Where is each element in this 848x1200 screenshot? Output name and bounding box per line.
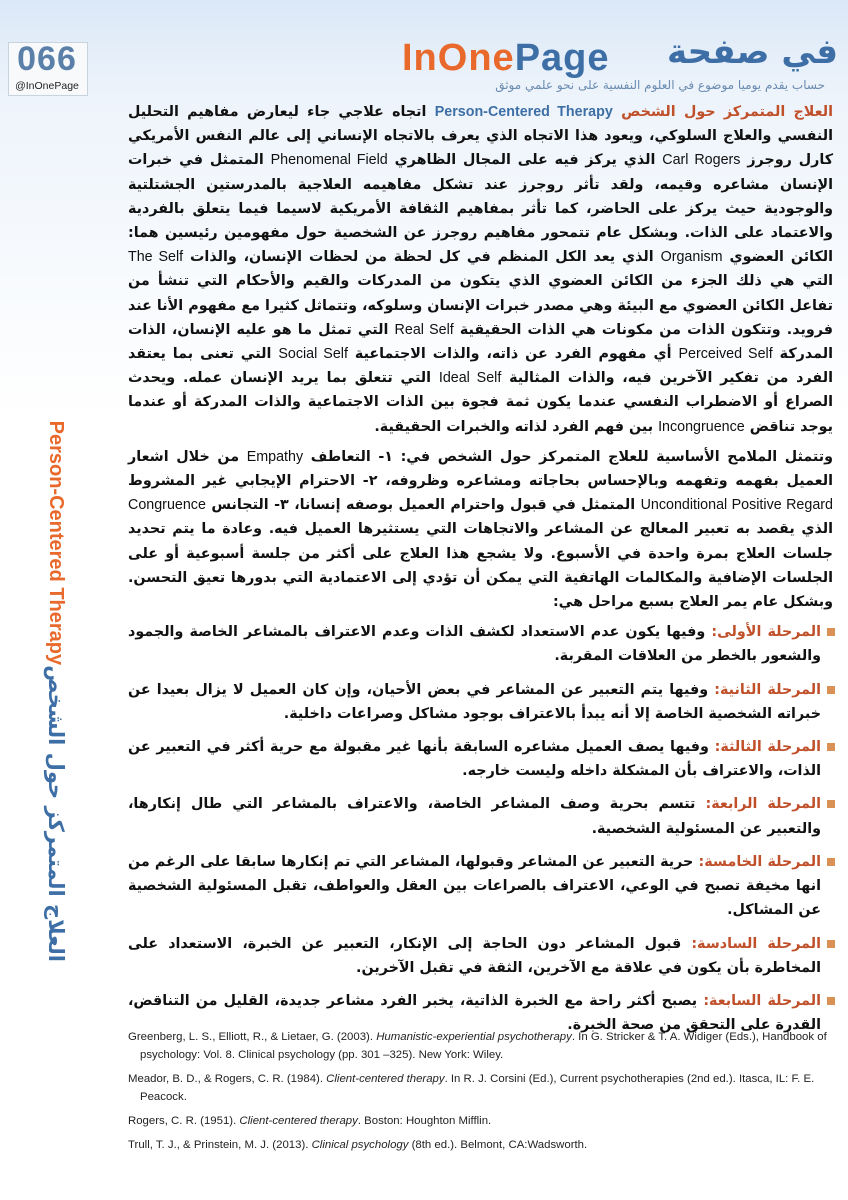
references	[128, 1028, 833, 1160]
intro-text-8: التي تعنى بما يعتقد الفرد من تفكير الآخرين فيه، والذات المثالية	[128, 346, 833, 387]
stage-5	[128, 850, 833, 923]
reference-details: . In R. J. Corsini (Ed.), Current psychotherapies (2nd ed.). Itasca, IL: F. E. Peacock.	[140, 1073, 815, 1103]
intro-text-7: أي مفهوم الفرد عن ذاته، والذات الاجتماعية	[354, 346, 672, 363]
intro-text-3: المتمثل في خبرات الإنسان مشاعره وقيمه، ولقد تأثر روجرز عند تشكل مفاهيمه العلاجية بالمدرستين الجشتلتية والوجودية حيث يركز على الحاضر، كما تأثر بمفاهيم الثقافة الأمريكية لاسيما فيما يتعلق بالفردية والاعتماد على الذات. وبشكل عام تتمحور مفاهيم روجرز عن الشخصية حول مفهومين رئيسين هما: الكائن العضوي	[128, 152, 834, 266]
bullet-marker	[827, 858, 835, 866]
bullet-marker	[827, 940, 835, 948]
stage-text: تتسم بحرية وصف المشاعر الخاصة، والاعتراف بالمشاعر التي طال إنكارها، والتعبير عن المسئولية الشخصية.	[128, 796, 821, 837]
intro-text-4: الذي يعد الكل المنظم في كل لحظة من لحظات الإنسان، والذات	[190, 249, 654, 266]
reference-title: Client-centered therapy	[326, 1073, 445, 1085]
stage-label: المرحلة الثالثة:	[714, 739, 821, 756]
side-title	[36, 112, 76, 962]
logo-part-inone: InOne	[402, 37, 515, 79]
reference-details: . Boston: Houghton Mifflin.	[357, 1115, 492, 1127]
side-title-english: Person-Centered Therapy	[45, 420, 68, 666]
account-handle: @InOnePage	[15, 80, 79, 92]
term-social-self: Social Self	[278, 346, 348, 363]
article-body	[128, 100, 833, 1046]
reference-authors: Greenberg, L. S., Elliott, R., & Lietaer, G. (2003).	[128, 1031, 377, 1043]
logo-part-page: Page	[514, 37, 610, 79]
intro-paragraph	[128, 100, 833, 439]
term-perceived-self: Perceived Self	[678, 346, 773, 363]
reference-item	[128, 1112, 833, 1130]
stage-6	[128, 932, 833, 980]
term-real-self: Real Self	[394, 321, 454, 338]
stage-1	[128, 620, 833, 668]
term-carl-rogers: Carl Rogers	[662, 152, 741, 169]
term-incongruence: Incongruence	[658, 418, 745, 435]
intro-text-10: بين فهم الفرد لذاته والخبرات الحقيقية.	[374, 418, 654, 435]
features-text-2: من خلال اشعار العميل بفهمه وتفهمه وبالإحساس بحاجاته ومشاعره وظروفه، ٢- الاحترام الإيجابي غير المشروط	[128, 448, 833, 490]
intro-text-6: التي تمثل ما هو عليه الإنسان، الذات المدركة	[128, 321, 833, 363]
stage-label: المرحلة الأولى:	[711, 624, 821, 641]
reference-item	[128, 1070, 833, 1106]
features-paragraph	[128, 445, 833, 614]
bullet-marker	[827, 628, 835, 636]
reference-item	[128, 1136, 833, 1154]
bullet-marker	[827, 997, 835, 1005]
article-title-english: Person-Centered Therapy	[434, 104, 613, 120]
reference-authors: Meador, B. D., & Rogers, C. R. (1984).	[128, 1073, 327, 1085]
reference-authors: Rogers, C. R. (1951).	[128, 1115, 240, 1127]
tagline: حساب يقدم يوميا موضوع في العلوم النفسية على نحو علمي موثق	[495, 78, 825, 92]
term-unconditional-positive-regard: Unconditional Positive Regard	[640, 497, 833, 514]
stage-text: يصبح أكثر راحة مع الخبرة الذاتية، يخبر الفرد مشاعر جديدة، القليل من التناقض، القدرة على التحقق من صحة الخبرة.	[128, 992, 821, 1034]
features-text-4: الذي يقصد به تعبير المعالج عن المشاعر والاتجاهات التي يستثيرها العميل فيه. وعادة ما يتم تحديد جلسات العلاج بمرة واحدة في الأسبوع. ولا يشجع هذا العلاج على أكثر من جلسة أسبوعية أو على الجلسات الإضافية والمكالمات الهاتفية التي يمكن أن تؤدي إلى الاعتمادية التي بدورها تعيق التحسن. وبشكل عام يمر العلاج بسبع مراحل هي:	[128, 521, 833, 611]
article-title-arabic: العلاج المتمركز حول الشخص	[621, 104, 834, 120]
reference-title: Humanistic-experiential psychotherapy	[376, 1031, 572, 1043]
stage-label: المرحلة الرابعة:	[705, 796, 821, 813]
intro-text-9: التي تتعلق بما يريد الإنسان عمله. ويحدث الصراع أو الاضطراب النفسي عندما يكون ثمة فجوة بين الذات الاجتماعية والذات المدركة أو عندما يوجد تناقض	[128, 370, 833, 435]
stage-4	[128, 792, 833, 840]
intro-text-2: الذي يركز فيه على المجال الظاهري	[394, 152, 656, 169]
reference-title: Clinical psychology	[311, 1139, 409, 1151]
stage-text: وفيها يصف العميل مشاعره السابقة بأنها غير مقبولة مع حرية أكثر في التعبير عن الذات، والاعتراف بأن المشكلة داخله وليست خارجه.	[128, 739, 821, 780]
stage-text: قبول المشاعر دون الحاجة إلى الإنكار، التعبير عن الخبرة، الاستعداد على المخاطرة بأن يكون في علاقة مع الآخرين، الثقة في تقبل الآخرين.	[128, 935, 821, 976]
reference-item	[128, 1028, 833, 1064]
term-the-self: The Self	[128, 249, 184, 266]
stage-label: المرحلة الثانية:	[714, 681, 821, 698]
reference-authors: Trull, T. J., & Prinstein, M. J. (2013).	[128, 1139, 312, 1151]
inonepage-logo	[402, 38, 610, 78]
stage-text: وفيها يتم التعبير عن المشاعر في بعض الأحيان، وإن كان العميل لا يزال بعيدا عن خبراته الشخصية الخاصة إلا أنه يبدأ بالاعتراف بوجود مشاكل وصراعات داخلية.	[128, 681, 821, 722]
features-text-3: المتمثل في قبول واحترام العميل بوصفه إنسانا، ٣- التجانس	[211, 497, 636, 514]
term-organism: Organism	[660, 249, 723, 266]
term-congruence: Congruence	[128, 497, 206, 514]
stage-2	[128, 678, 833, 726]
stage-label: المرحلة السابعة:	[703, 992, 822, 1009]
issue-number: 066	[17, 40, 77, 78]
stage-text: وفيها يكون عدم الاستعداد لكشف الذات وعدم الاعتراف بالمشاعر الخاصة والجمود والشعور بالخطر من العلاقات المقربة.	[128, 624, 821, 665]
intro-text-1: اتجاه علاجي جاء ليعارض مفاهيم التحليل النفسي والعلاج السلوكي، ويعود هذا الاتجاه الذي يعرف بالاتجاه الإنساني إلى عالم النفس الأمريكي كارل روجرز	[128, 104, 834, 169]
features-text-1: وتتمثل الملامح الأساسية للعلاج المتمركز حول الشخص في: ١- التعاطف	[310, 448, 834, 465]
reference-details: (8th ed.). Belmont, CA:Wadsworth.	[408, 1139, 588, 1151]
bullet-marker	[827, 686, 835, 694]
reference-details: . In G. Stricker & T. A. Widiger (Eds.), Handbook of psychology: Vol. 8. Clinical psychology (pp. 301 –325). New York: Wiley.	[140, 1031, 827, 1061]
logo-arabic: في صفحة	[667, 32, 838, 72]
stage-text: حرية التعبير عن المشاعر وقبولها، المشاعر التي تم إنكارها سابقا على الرغم من انها مخيفة تصبح في الوعي، الاعتراف بالصراعات بين العقل والعواطف، تقبل المسئولية الشخصية عن المشاكل.	[128, 853, 821, 919]
stage-3	[128, 735, 833, 783]
bullet-marker	[827, 743, 835, 751]
stage-label: المرحلة الخامسة:	[698, 853, 822, 870]
bullet-marker	[827, 800, 835, 808]
term-phenomenal-field: Phenomenal Field	[270, 152, 388, 169]
stage-label: المرحلة السادسة:	[691, 935, 821, 952]
term-ideal-self: Ideal Self	[438, 370, 502, 387]
reference-title: Client-centered therapy	[239, 1115, 358, 1127]
side-title-arabic: العلاج المتمركز حول الشخص	[44, 665, 68, 962]
intro-text-5: التي هي ذلك الجزء من الكائن العضوي الذي يتكون من المدركات والقيم والأحكام التي تنشأ من تفاعل الكائن العضوي مع البيئة وهي مصدر خبرات الإنسان وسلوكه، وتتماثل كثيرا مع مفهوم الأنا عند فرويد. وتتكون الذات من مكونات هي الذات الحقيقية	[128, 273, 833, 338]
term-empathy: Empathy	[246, 448, 304, 465]
